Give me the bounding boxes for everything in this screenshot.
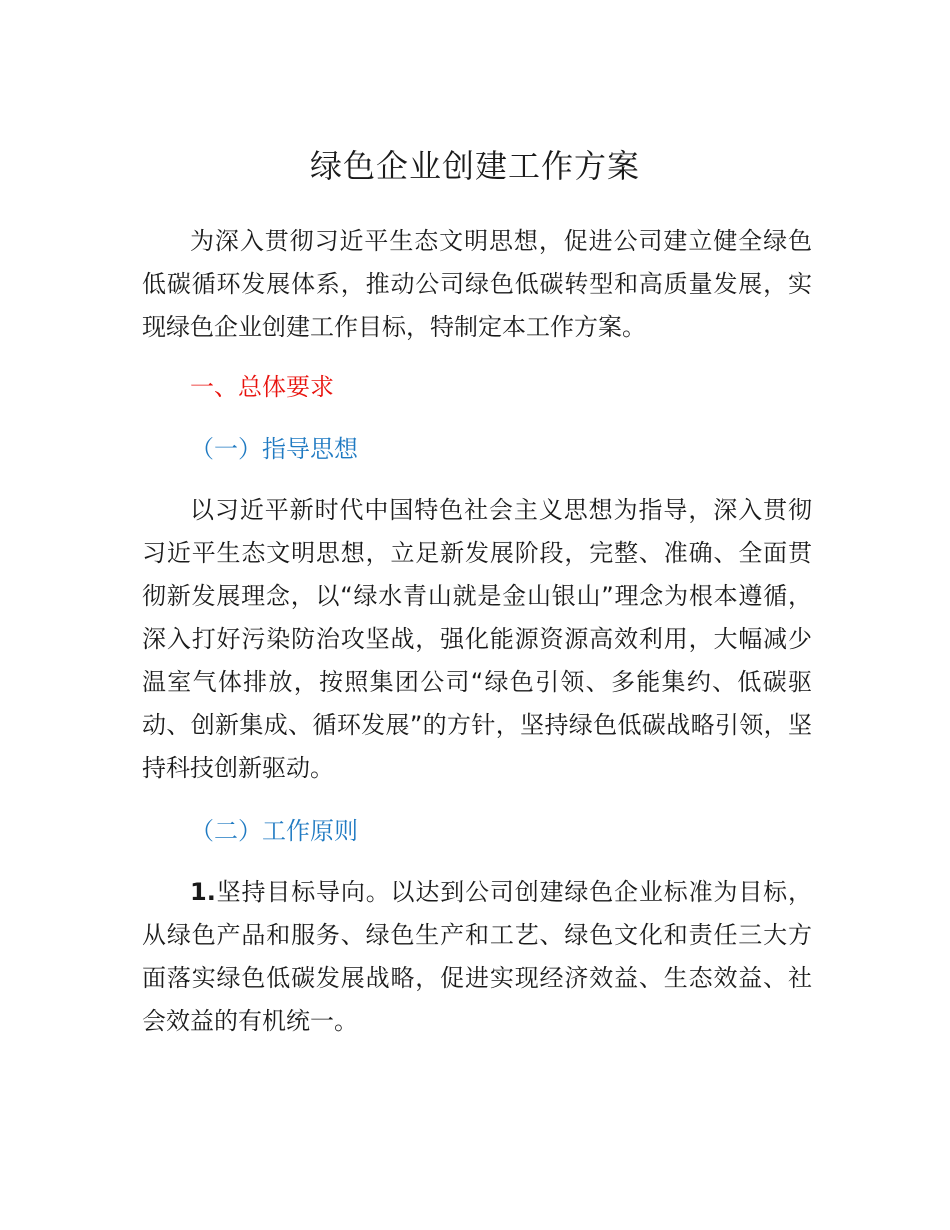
document-title: 绿色企业创建工作方案 — [309, 147, 640, 185]
principle-item-text: 坚持目标导向。以达到公司创建绿色企业标准为目标，从绿色产品和服务、绿色生产和工艺、绿色文化和责任三大方面落实绿色低碳发展战略，促进实现经济效益、生态效益、社会效益的有机统一。 — [142, 878, 812, 1035]
section-heading-general-requirements: 一、总体要求 — [190, 373, 334, 401]
subsection-heading-work-principles: （二）工作原则 — [190, 817, 358, 845]
guiding-ideology-paragraph: 以习近平新时代中国特色社会主义思想为指导，深入贯彻习近平生态文明思想，立足新发展阶段，完整、准确、全面贯彻新发展理念，以“绿水青山就是金山银山”理念为根本遵循，深入打好污染防治攻坚战，强化能源资源高效利用，大幅减少温室气体排放，按照集团公司“绿色引领、多能集约、低碳驱动、创新集成、循环发展”的方针，坚持绿色低碳战略引领，坚持科技创新驱动。 — [142, 496, 812, 782]
principle-item-1 — [142, 871, 812, 1043]
intro-paragraph: 为深入贯彻习近平生态文明思想，促进公司建立健全绿色低碳循环发展体系，推动公司绿色低碳转型和高质量发展，实现绿色企业创建工作目标，特制定本工作方案。 — [142, 227, 812, 341]
subsection-heading-guiding-ideology: （一）指导思想 — [190, 435, 358, 463]
principle-item-number: 1. — [190, 878, 216, 906]
